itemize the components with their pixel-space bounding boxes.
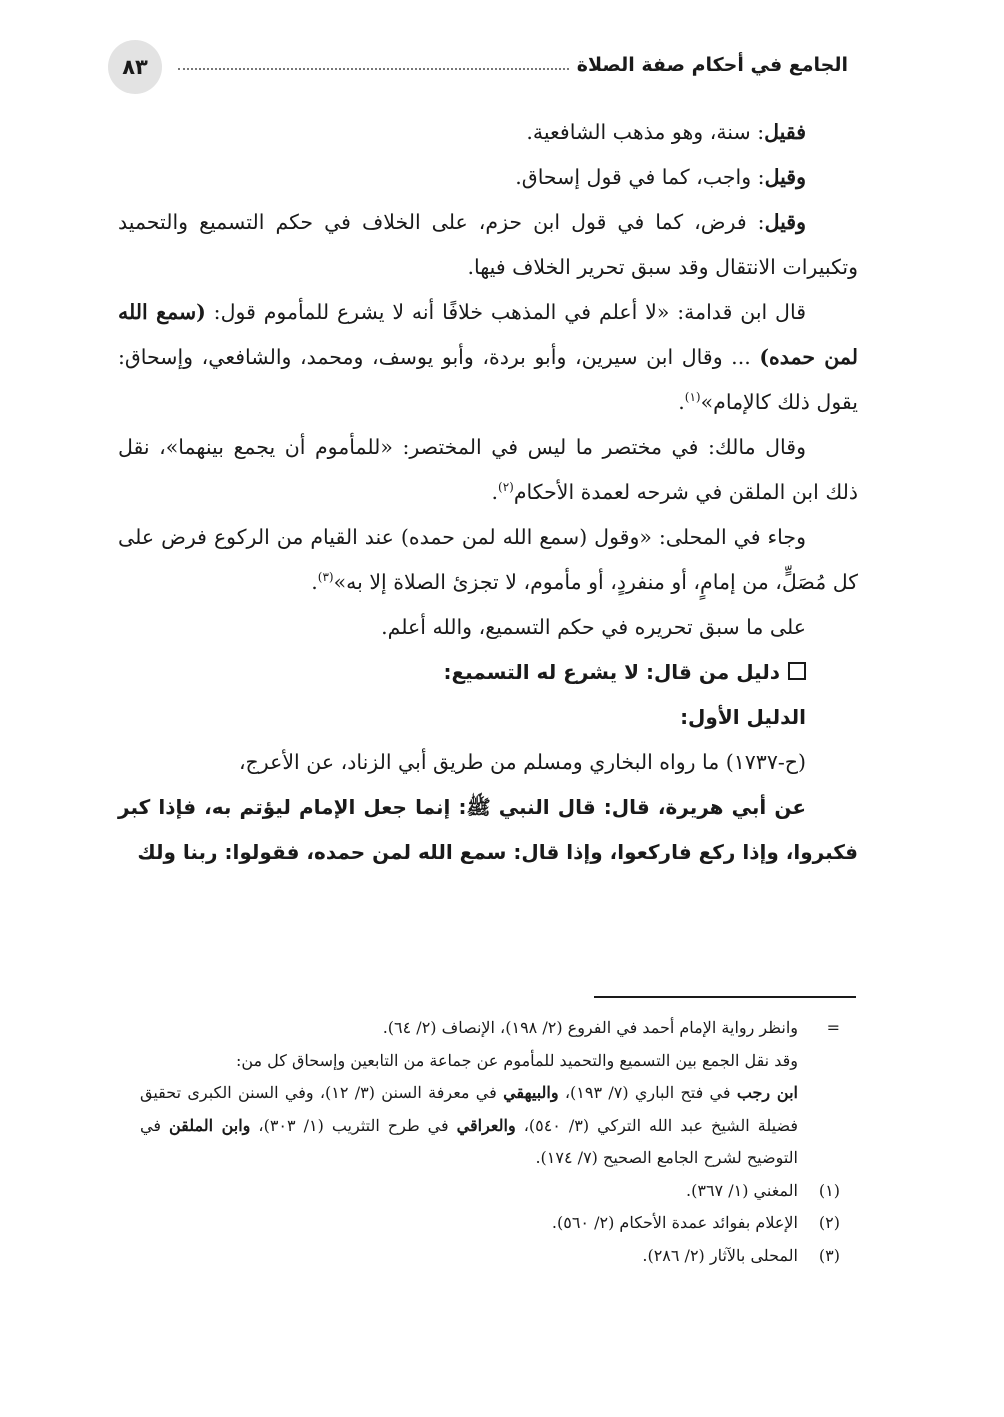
page-header (108, 40, 848, 96)
paragraph-text: : فرض، كما في قول ابن حزم، على الخلاف في حكم التسميع والتحميد وتكبيرات الانتقال وقد سبق تحرير الخلاف فيها. (118, 210, 858, 279)
lead-word: فقيل (764, 120, 806, 144)
footnote-line: وقد نقل الجمع بين التسميع والتحميد للمأموم عن جماعة من التابعين وإسحاق كل من: (235, 1050, 798, 1070)
paragraph-text: ... وقال ابن سيرين، وأبو بردة، وأبو يوسف، ومحمد، والشافعي، وإسحاق: يقول ذلك كالإمام» (118, 345, 858, 414)
paragraph-1 (118, 110, 858, 155)
footnote-text: المغني (١/ ٣٦٧). (686, 1180, 798, 1200)
footnote-ref-3[interactable]: (٣) (317, 570, 334, 585)
quoted-phrase: (سمع الله لمن حمده) (118, 300, 858, 369)
footnote-number: (٣) (818, 1245, 840, 1265)
cited-author: ابن رجب (736, 1083, 798, 1102)
paragraph-6 (118, 515, 858, 605)
section-heading (118, 650, 858, 695)
paragraph-text: وجاء في المحلى: «وقول (سمع الله لمن حمده) عند القيام من الركوع فرض على كل مُصَلٍّ، من إمامٍ، أو منفردٍ، أو مأموم، لا تجزئ الصلاة إلا به» (118, 525, 858, 594)
paragraph-text: قال ابن قدامة: «لا أعلم في المذهب خلافًا أنه لا يشرع للمأموم قول: (205, 300, 806, 324)
footnotes (140, 1012, 840, 1272)
section-heading-text: دليل من قال: لا يشرع له التسميع: (443, 660, 780, 684)
citation-text: في التوضيح لشرح الجامع الصحيح (٧/ ١٧٤). (140, 1115, 798, 1167)
footnote-number: (٢) (818, 1213, 840, 1232)
footnote-text: الإعلام بفوائد عمدة الأحكام (٢/ ٥٦٠). (551, 1213, 798, 1232)
continuation-marker: = (826, 1018, 840, 1037)
citation-text: في طرح التثريب (١/ ٣٠٣)، (250, 1115, 457, 1135)
lead-word: وقيل (764, 210, 806, 234)
citation-text: في معرفة السنن (٣/ ١٢)، وفي السنن الكبرى تحقيق فضيلة الشيخ عبد الله التركي (٣/ ٥٤٠)، (140, 1083, 798, 1135)
paragraph-7: على ما سبق تحريره في حكم التسميع، والله أعلم. (381, 615, 806, 639)
dotted-leader (178, 60, 569, 70)
paragraph-text: : واجب، كما في قول إسحاق. (515, 165, 765, 189)
paragraph-4 (118, 290, 858, 425)
footnote-divider (594, 996, 856, 998)
footnote-1 (140, 1175, 840, 1208)
subsection-heading: الدليل الأول: (680, 705, 806, 729)
hadith-chain: (ح-١٧٣٧) ما رواه البخاري ومسلم من طريق أبي الزناد، عن الأعرج، (238, 750, 806, 774)
footnote-text: المحلى بالآثار (٢/ ٢٨٦). (642, 1245, 798, 1265)
main-text (118, 110, 858, 875)
paragraph-3 (118, 200, 858, 290)
paragraph-text: وقال مالك: في مختصر ما ليس في المختصر: «للمأموم أن يجمع بينهما»، نقل ذلك ابن الملقن في شرحه لعمدة الأحكام (118, 435, 858, 504)
lead-word: وقيل (764, 165, 806, 189)
cited-author: والعراقي (456, 1115, 516, 1135)
footnote-2 (140, 1207, 840, 1240)
paragraph-2 (118, 155, 858, 200)
hadith-text: عن أبي هريرة، قال: قال النبي ﷺ: إنما جعل الإمام ليؤتم به، فإذا كبر فكبروا، وإذا ركع فاركعوا، وإذا قال: سمع الله لمن حمده، فقولوا: ربنا ولك (118, 795, 858, 864)
checkbox-square-icon (788, 662, 806, 680)
footnote-ref-1[interactable]: (١) (684, 390, 701, 405)
running-title (178, 54, 848, 76)
paragraph-5 (118, 425, 858, 515)
running-title-text: الجامع في أحكام صفة الصلاة (576, 54, 848, 76)
footnote-ref-2[interactable]: (٢) (498, 480, 514, 495)
citation-text: في فتح الباري (٧/ ١٩٣)، (558, 1083, 737, 1102)
footnote-continuation (140, 1012, 840, 1175)
paragraph-end: . (491, 480, 499, 504)
footnote-number: (١) (818, 1180, 840, 1200)
cited-author: وابن الملقن (168, 1115, 251, 1135)
paragraph-end: . (678, 390, 685, 414)
paragraph-end: . (311, 570, 318, 594)
cited-author: والبيهقي (503, 1083, 559, 1102)
paragraph-text: : سنة، وهو مذهب الشافعية. (526, 120, 765, 144)
footnote-line (140, 1077, 798, 1175)
footnote-3 (140, 1240, 840, 1273)
page-number: ٨٣ (108, 40, 162, 94)
footnote-line: وانظر رواية الإمام أحمد في الفروع (٢/ ١٩٨)، الإنصاف (٢/ ٦٤). (382, 1018, 798, 1037)
